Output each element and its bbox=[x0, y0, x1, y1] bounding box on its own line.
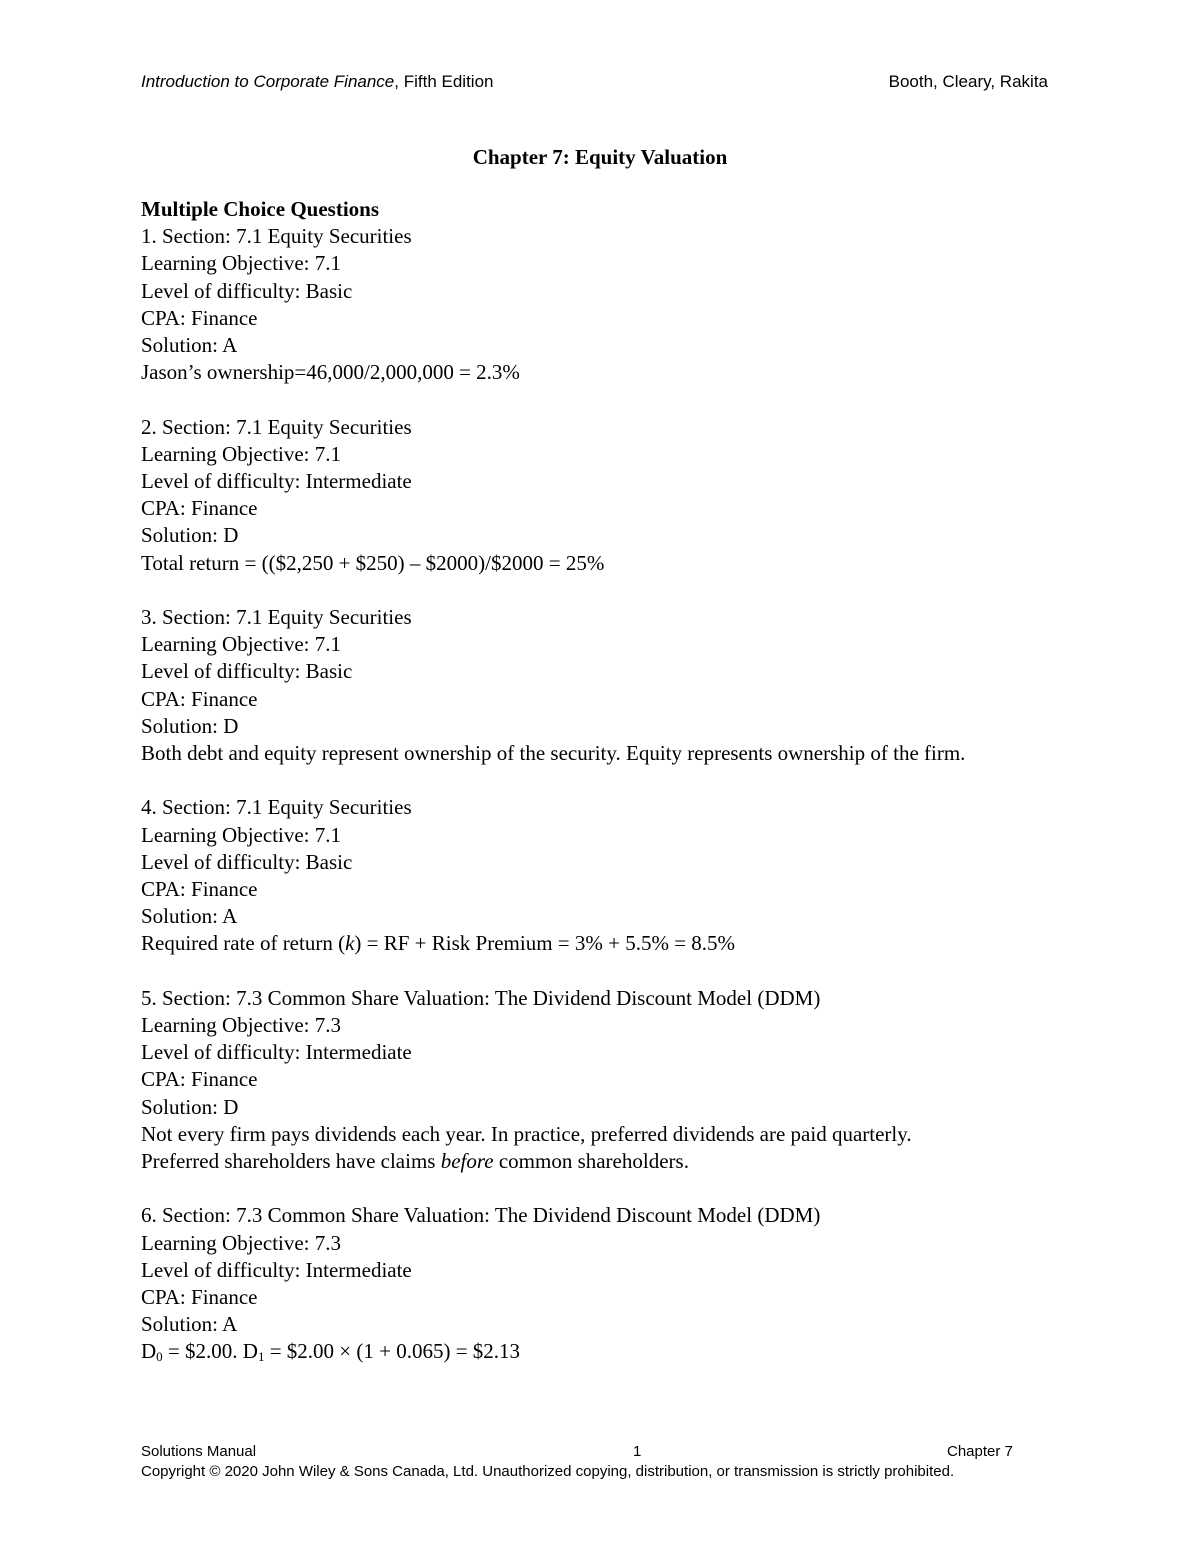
page-header bbox=[141, 70, 1048, 94]
question-cpa: CPA: Finance bbox=[141, 496, 258, 521]
question-objective: Learning Objective: 7.1 bbox=[141, 632, 342, 657]
question-solution: Solution: D bbox=[141, 713, 239, 738]
explanation-prefix: Required rate of return ( bbox=[141, 931, 346, 956]
chapter-title: Chapter 7: Equity Valuation bbox=[472, 145, 728, 169]
question-5 bbox=[141, 985, 1041, 1175]
question-3 bbox=[141, 604, 1041, 767]
footer-row bbox=[141, 1442, 1047, 1462]
book-authors: Booth, Cleary, Rakita bbox=[888, 72, 1048, 91]
formula-subscript-0: 0 bbox=[156, 1349, 163, 1365]
question-solution: Solution: A bbox=[141, 1312, 238, 1337]
question-explanation bbox=[141, 930, 1041, 957]
question-formula bbox=[141, 1338, 1041, 1365]
page-number: 1 bbox=[633, 1443, 642, 1460]
explanation-variable: k bbox=[345, 931, 355, 956]
explanation-prefix: Preferred shareholders have claims bbox=[141, 1149, 441, 1174]
question-difficulty: Level of difficulty: Basic bbox=[141, 659, 353, 684]
question-2 bbox=[141, 414, 1041, 577]
question-difficulty: Level of difficulty: Basic bbox=[141, 849, 353, 874]
question-explanation: Jason’s ownership=46,000/2,000,000 = 2.3% bbox=[141, 360, 520, 385]
explanation-suffix: common shareholders. bbox=[493, 1149, 689, 1174]
question-cpa: CPA: Finance bbox=[141, 686, 258, 711]
question-1 bbox=[141, 223, 1041, 386]
section-heading: Multiple Choice Questions bbox=[141, 197, 380, 221]
question-difficulty: Level of difficulty: Basic bbox=[141, 278, 353, 303]
explanation-emphasis: before bbox=[440, 1149, 494, 1174]
question-difficulty: Level of difficulty: Intermediate bbox=[141, 469, 412, 494]
question-cpa: CPA: Finance bbox=[141, 877, 258, 902]
question-solution: Solution: D bbox=[141, 523, 239, 548]
question-section: 1. Section: 7.1 Equity Securities bbox=[141, 224, 412, 249]
question-4 bbox=[141, 794, 1041, 957]
footer-manual-label: Solutions Manual bbox=[141, 1443, 257, 1460]
formula-middle: = $2.00. D bbox=[162, 1339, 258, 1364]
question-solution: Solution: A bbox=[141, 333, 238, 358]
question-section: 2. Section: 7.1 Equity Securities bbox=[141, 414, 412, 439]
question-section: 4. Section: 7.1 Equity Securities bbox=[141, 795, 412, 820]
footer-chapter-label: Chapter 7 bbox=[947, 1443, 1013, 1460]
book-title-italic: Introduction to Corporate Finance bbox=[141, 72, 395, 91]
question-section: 3. Section: 7.1 Equity Securities bbox=[141, 605, 412, 630]
question-objective: Learning Objective: 7.1 bbox=[141, 441, 342, 466]
formula-end: = $2.00 × (1 + 0.065) = $2.13 bbox=[264, 1339, 521, 1364]
document-body bbox=[141, 196, 1041, 1366]
question-explanation-line-2 bbox=[141, 1148, 1041, 1175]
question-objective: Learning Objective: 7.1 bbox=[141, 251, 342, 276]
question-section: 6. Section: 7.3 Common Share Valuation: The Dividend Discount Model (DDM) bbox=[141, 1203, 821, 1228]
book-edition: , Fifth Edition bbox=[394, 72, 494, 91]
question-solution: Solution: D bbox=[141, 1094, 239, 1119]
question-difficulty: Level of difficulty: Intermediate bbox=[141, 1257, 412, 1282]
question-cpa: CPA: Finance bbox=[141, 305, 258, 330]
question-explanation-line-1: Not every firm pays dividends each year. In practice, preferred dividends are paid quarterly. bbox=[141, 1121, 912, 1146]
question-cpa: CPA: Finance bbox=[141, 1067, 258, 1092]
page-footer bbox=[141, 1442, 1047, 1482]
question-objective: Learning Objective: 7.1 bbox=[141, 822, 342, 847]
formula-subscript-1: 1 bbox=[257, 1349, 265, 1365]
question-solution: Solution: A bbox=[141, 904, 238, 929]
question-difficulty: Level of difficulty: Intermediate bbox=[141, 1040, 412, 1065]
copyright-notice: Copyright © 2020 John Wiley & Sons Canada, Ltd. Unauthorized copying, distribution, or transmission is strictly prohibited. bbox=[141, 1463, 955, 1480]
question-explanation: Total return = (($2,250 + $250) – $2000)/$2000 = 25% bbox=[141, 550, 605, 575]
book-title bbox=[141, 70, 493, 94]
explanation-suffix: ) = RF + Risk Premium = 3% + 5.5% = 8.5% bbox=[354, 931, 736, 956]
question-cpa: CPA: Finance bbox=[141, 1285, 258, 1310]
question-explanation: Both debt and equity represent ownership of the security. Equity represents ownership of the firm. bbox=[141, 741, 966, 766]
question-objective: Learning Objective: 7.3 bbox=[141, 1230, 342, 1255]
question-objective: Learning Objective: 7.3 bbox=[141, 1013, 342, 1038]
question-section: 5. Section: 7.3 Common Share Valuation: The Dividend Discount Model (DDM) bbox=[141, 985, 821, 1010]
formula-d0: D bbox=[141, 1339, 157, 1364]
question-6 bbox=[141, 1202, 1041, 1365]
